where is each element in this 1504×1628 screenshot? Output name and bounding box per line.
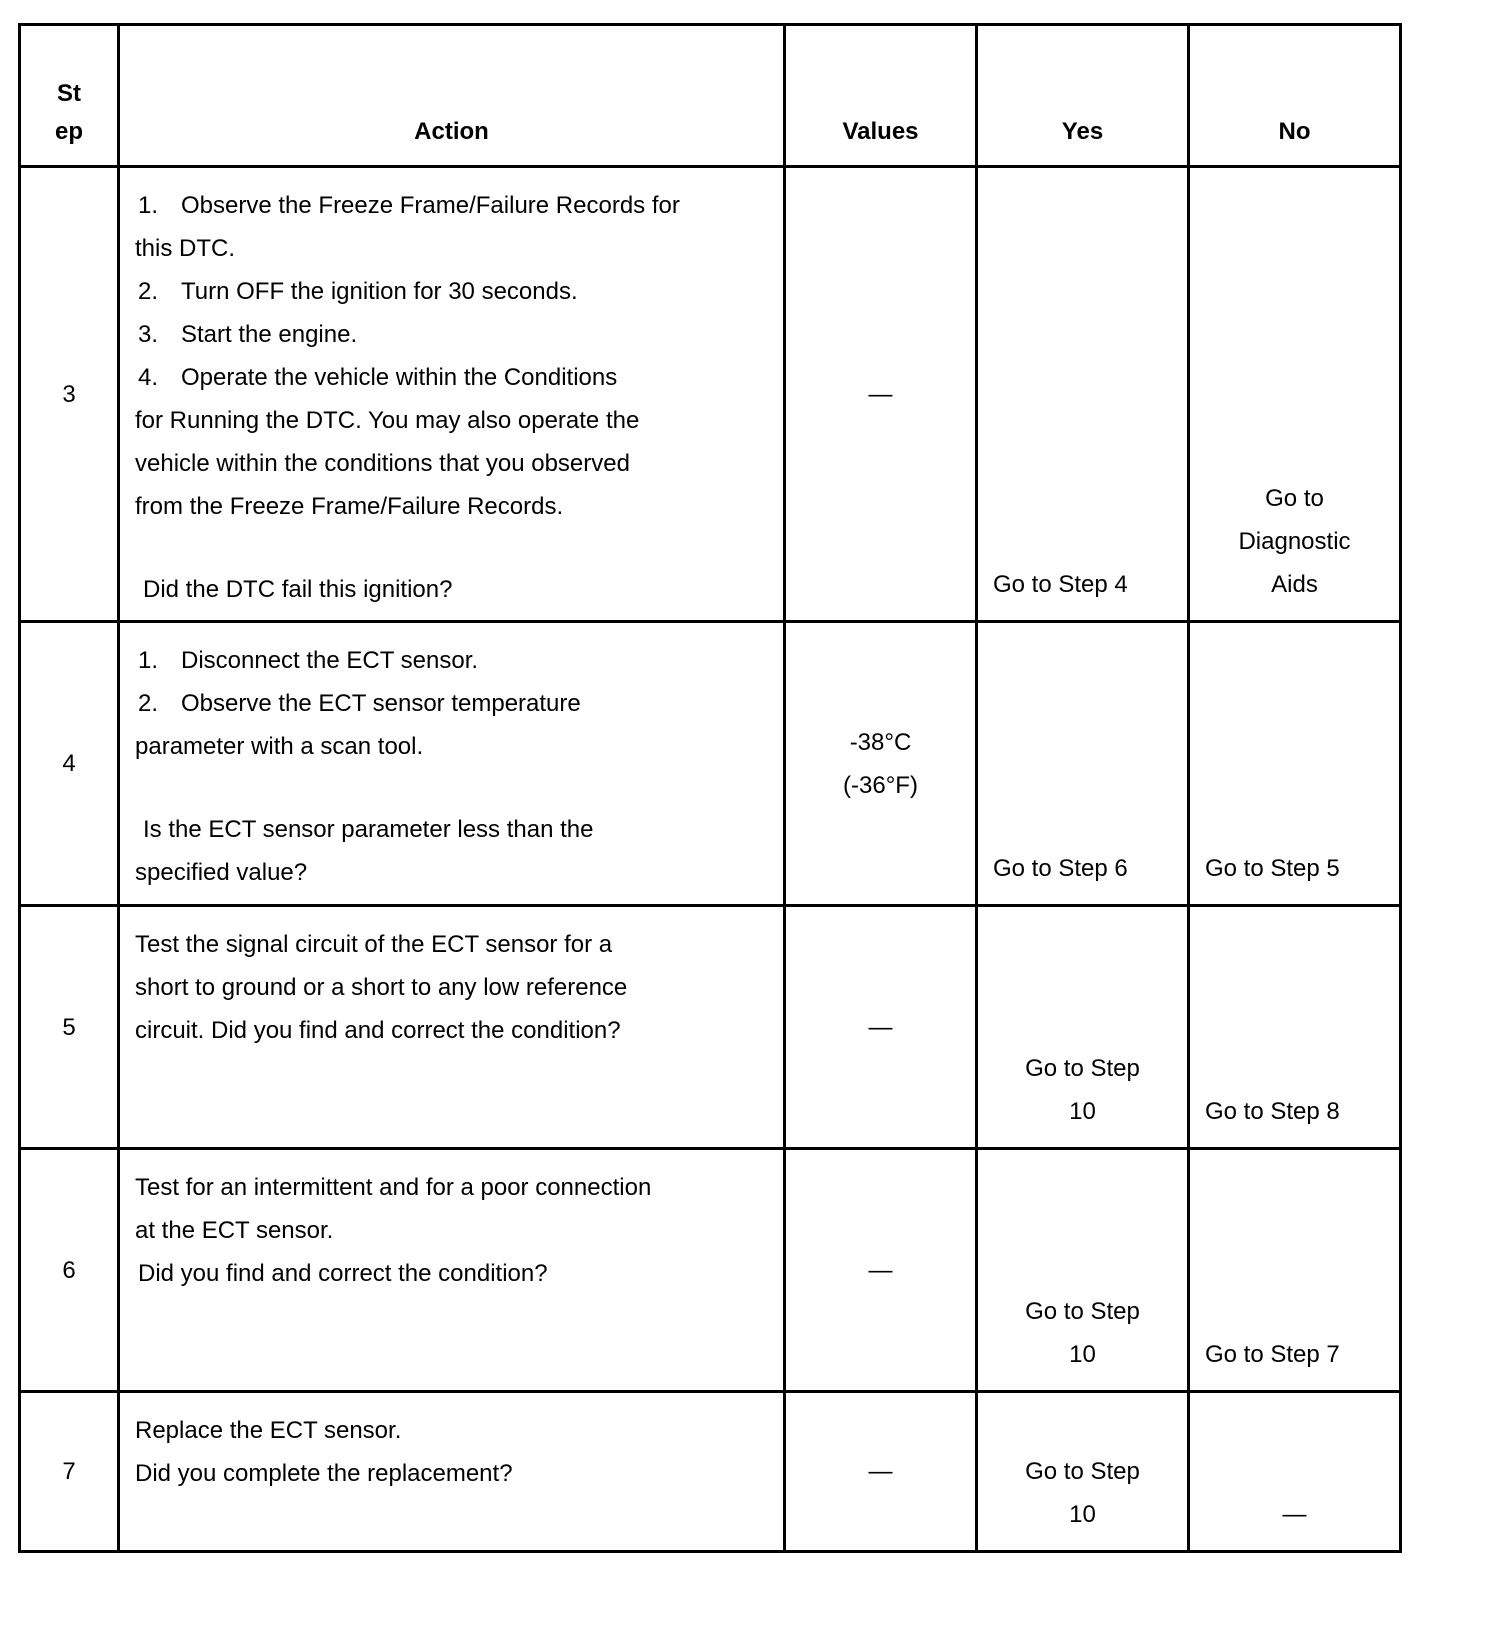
action-question-continuation: specified value? [135,859,308,886]
value-cell [785,167,977,622]
step-number: 6 [20,1149,119,1392]
yes-target-line1: Go to Step [1025,1458,1140,1485]
no-cell [1189,1149,1401,1392]
no-target: Go to Step 8 [1205,1098,1340,1125]
table-row [20,167,1401,622]
action-text-line: at the ECT sensor. [135,1217,334,1244]
yes-cell [977,1392,1189,1552]
value-cell [785,906,977,1149]
step-number: 7 [20,1392,119,1552]
header-yes [977,25,1189,167]
value-dash: — [868,380,893,408]
yes-target: Go to Step 6 [993,855,1128,882]
yes-cell [977,906,1189,1149]
action-item-number: 1. [138,192,159,219]
action-item-number: 2. [138,278,159,305]
action-item-number: 3. [138,321,159,348]
action-item-number: 2. [138,690,159,717]
action-question: Did the DTC fail this ignition? [143,576,453,603]
action-item [135,313,783,356]
action-item-text: Start the engine. [181,321,358,348]
action-text-line: Test the signal circuit of the ECT sensor for a [135,931,613,958]
action-text-line: circuit. Did you find and correct the condition? [135,1017,621,1044]
value-celsius: -38°C [849,728,912,756]
action-text-line: Replace the ECT sensor. [135,1417,402,1444]
table-row [20,622,1401,906]
action-item-text: Turn OFF the ignition for 30 seconds. [181,278,578,305]
no-cell [1189,167,1401,622]
header-values [785,25,977,167]
yes-target-line2: 10 [1069,1341,1096,1368]
no-target-line2: Diagnostic [1238,528,1351,555]
table-row [20,906,1401,1149]
header-action [119,25,785,167]
action-item-continuation: vehicle within the conditions that you observed [135,450,630,477]
yes-target: Go to Step 4 [993,571,1128,598]
action-item-number: 4. [138,364,159,391]
no-target-dash: — [1282,1501,1307,1528]
action-item-number: 1. [138,647,159,674]
step-number: 4 [20,622,119,906]
yes-target-line2: 10 [1069,1098,1096,1125]
no-target: Go to Step 5 [1205,855,1340,882]
value-cell [785,622,977,906]
value-dash: — [868,1458,893,1485]
step-number: 3 [20,167,119,622]
action-item [135,639,783,682]
action-text-line: short to ground or a short to any low reference [135,974,628,1001]
header-action-label: Action [414,118,489,145]
no-cell [1189,1392,1401,1552]
action-item-continuation: this DTC. [135,235,236,262]
value-cell [785,1149,977,1392]
no-target-line3: Aids [1271,571,1318,598]
action-item-text: Operate the vehicle within the Conditions [181,364,618,391]
step-number: 5 [20,906,119,1149]
header-step-line1: St [57,80,81,107]
yes-target-line2: 10 [1069,1501,1096,1528]
value-dash: — [868,1013,893,1041]
yes-cell [977,1149,1189,1392]
no-cell [1189,622,1401,906]
action-cell [119,167,785,622]
action-question: Did you find and correct the condition? [138,1260,548,1287]
table-row [20,1392,1401,1552]
value-dash: — [868,1256,893,1284]
action-item [135,682,783,725]
header-yes-label: Yes [1061,118,1104,145]
yes-target-line1: Go to Step [1025,1055,1140,1082]
no-target: Go to Step 7 [1205,1341,1340,1368]
action-item [135,270,783,313]
yes-cell [977,622,1189,906]
action-item-text: Observe the Freeze Frame/Failure Records for [181,192,680,219]
action-item-continuation: parameter with a scan tool. [135,733,424,760]
header-row [20,25,1401,167]
action-item-text: Observe the ECT sensor temperature [181,690,581,717]
header-step-line2: ep [54,118,83,145]
header-no-label: No [1278,118,1311,145]
no-target-line1: Go to [1265,485,1324,512]
value-cell [785,1392,977,1552]
action-item [135,356,783,399]
action-text-line: Test for an intermittent and for a poor connection [135,1174,652,1201]
action-item-text: Disconnect the ECT sensor. [181,647,479,674]
action-item [135,184,783,227]
action-cell [119,622,785,906]
action-cell [119,1392,785,1552]
header-step [20,25,119,167]
value-fahrenheit: (-36°F) [843,771,918,799]
header-no [1189,25,1401,167]
yes-cell [977,167,1189,622]
header-values-label: Values [842,118,919,145]
action-cell [119,1149,785,1392]
table-row [20,1149,1401,1392]
yes-target-line1: Go to Step [1025,1298,1140,1325]
action-cell [119,906,785,1149]
action-question: Did you complete the replacement? [135,1460,513,1487]
action-item-continuation: from the Freeze Frame/Failure Records. [135,493,564,520]
action-question: Is the ECT sensor parameter less than the [143,816,594,843]
action-item-continuation: for Running the DTC. You may also operate the [135,407,640,434]
diagnostic-table [18,23,1402,1553]
no-cell [1189,906,1401,1149]
